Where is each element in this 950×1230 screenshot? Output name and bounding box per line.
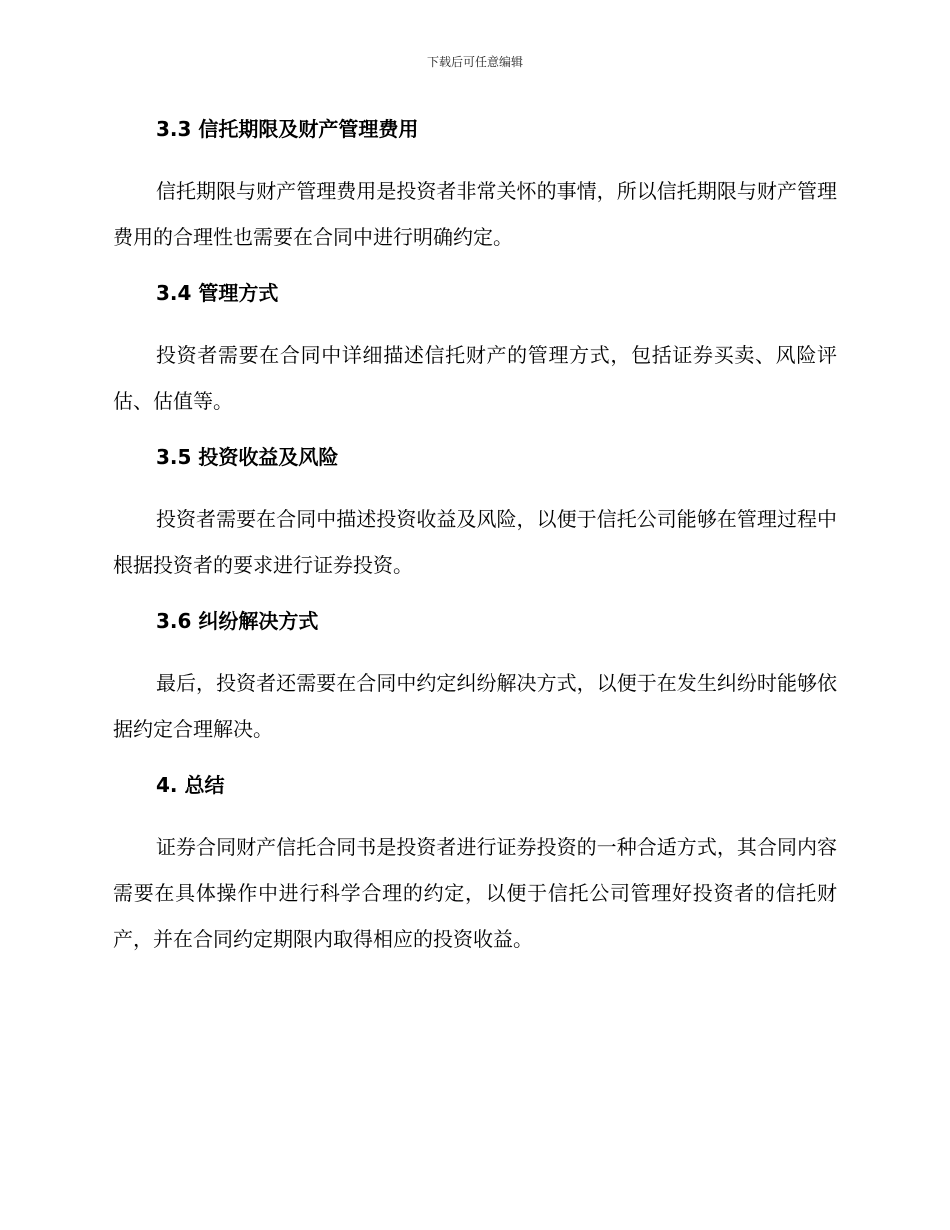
section-heading-3-6: 3.6 纠纷解决方式 bbox=[156, 609, 319, 633]
section-body-3-6: 最后，投资者还需要在合同中约定纠纷解决方式，以便于在发生纠纷时能够依据约定合理解决。 bbox=[113, 671, 837, 741]
section-heading-3-5: 3.5 投资收益及风险 bbox=[156, 445, 339, 469]
section-body-3-3: 信托期限与财产管理费用是投资者非常关怀的事情，所以信托期限与财产管理费用的合理性也需要在合同中进行明确约定。 bbox=[113, 179, 837, 249]
section-body-4: 证券合同财产信托合同书是投资者进行证券投资的一种合适方式，其合同内容需要在具体操作中进行科学合理的约定，以便于信托公司管理好投资者的信托财产，并在合同约定期限内取得相应的投资收益。 bbox=[113, 835, 837, 951]
document-content bbox=[113, 114, 837, 980]
section-body-3-4: 投资者需要在合同中详细描述信托财产的管理方式，包括证券买卖、风险评估、估值等。 bbox=[113, 343, 837, 413]
section-heading-4: 4. 总结 bbox=[156, 773, 225, 797]
section-body-3-5: 投资者需要在合同中描述投资收益及风险，以便于信托公司能够在管理过程中根据投资者的要求进行证券投资。 bbox=[113, 507, 837, 577]
section-heading-3-4: 3.4 管理方式 bbox=[156, 281, 279, 305]
page-header-note: 下载后可任意编辑 bbox=[426, 55, 523, 69]
section-heading-3-3: 3.3 信托期限及财产管理费用 bbox=[156, 117, 419, 141]
